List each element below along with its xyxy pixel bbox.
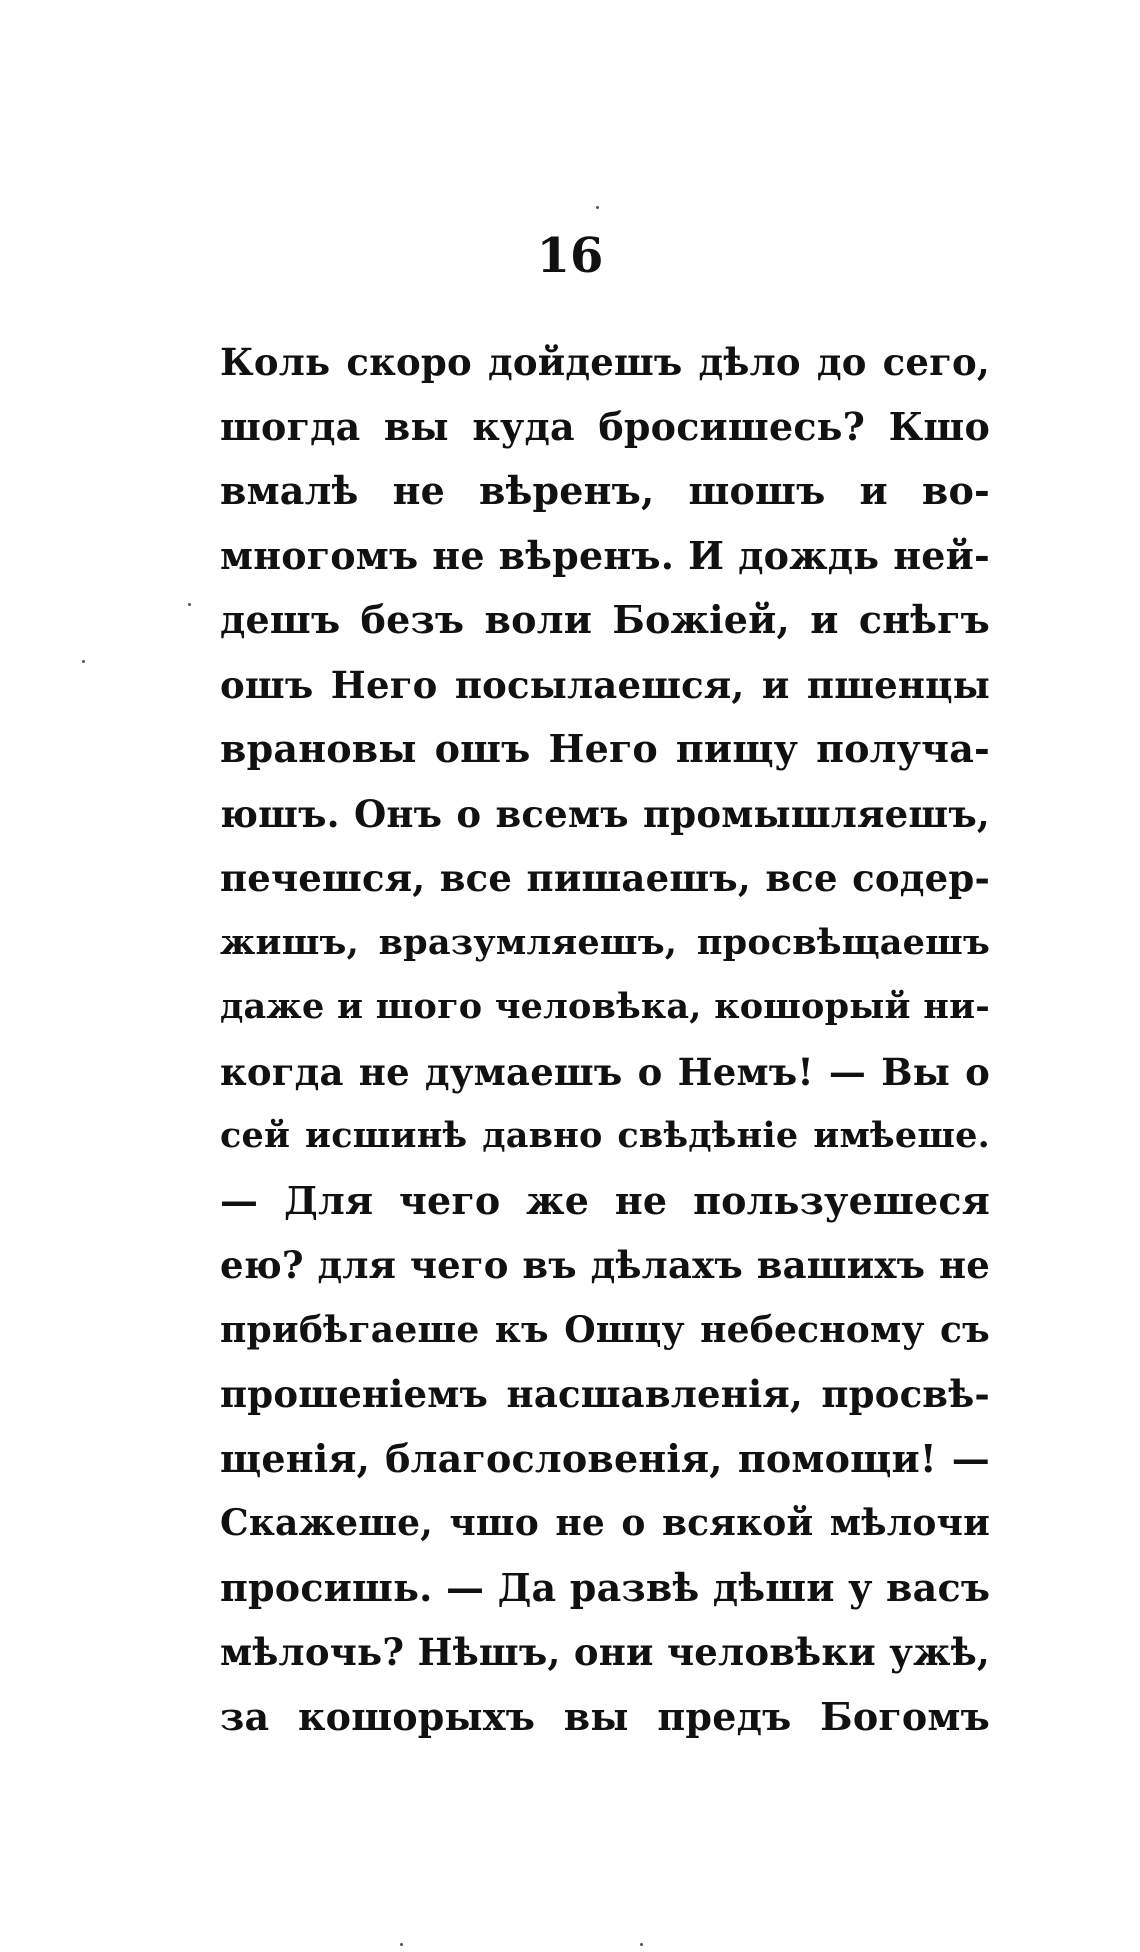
text-line: сей исшинѣ давно свѣдѣніе имѣеше. xyxy=(220,1115,990,1156)
text-line: даже и шого человѣка, кошорый ни- xyxy=(220,986,990,1027)
text-line: врановы ошъ Него пищу получа- xyxy=(220,726,990,771)
text-line: — Для чего же не пользуешеся xyxy=(220,1177,990,1223)
text-line: многомъ не вѣренъ. И дождь ней- xyxy=(220,532,990,578)
text-line: Коль скоро дойдешъ дѣло до сего, xyxy=(220,340,990,384)
text-line: просишь. — Да развѣ дѣши у васъ xyxy=(220,1564,991,1610)
text-line: прошеніемъ насшавленія, просвѣ- xyxy=(220,1372,990,1416)
text-line: жишъ, вразумляешъ, просвѣщаешъ xyxy=(220,921,990,963)
text-line: юшъ. Онъ о всемъ промышляешъ, xyxy=(220,791,990,836)
scan-speck xyxy=(596,206,599,209)
text-line: за кошорыхъ вы предъ Богомъ xyxy=(220,1693,990,1739)
body-text xyxy=(220,330,990,1749)
scan-speck xyxy=(82,660,85,663)
text-line: вмалѣ не вѣренъ, шошъ и во- xyxy=(220,468,990,513)
scan-speck xyxy=(188,603,191,606)
text-line: ею? для чего въ дѣлахъ вашихъ не xyxy=(220,1243,990,1287)
text-line: мѣлочь? Нѣшъ, они человѣки ужѣ, xyxy=(220,1630,990,1674)
text-line: дешъ безъ воли Божіей, и снѣгъ xyxy=(220,597,990,642)
text-line: печешся, все пишаешъ, все содер- xyxy=(220,856,990,900)
scan-speck xyxy=(400,1943,403,1946)
scan-speck xyxy=(640,1943,643,1946)
text-line: когда не думаешъ о Немъ! — Вы о xyxy=(220,1049,990,1094)
text-line: Скажеше, чшо не о всякой мѣлочи xyxy=(220,1502,990,1544)
text-line: шогда вы куда бросишесь? Кшо xyxy=(220,403,990,449)
page-number: 16 xyxy=(536,228,604,284)
text-line: прибѣгаеше къ Ошцу небесному съ xyxy=(220,1308,990,1351)
text-line: щенія, благословенія, помощи! — xyxy=(220,1435,990,1481)
text-line: ошъ Него посылаешся, и пшенцы xyxy=(220,662,990,707)
